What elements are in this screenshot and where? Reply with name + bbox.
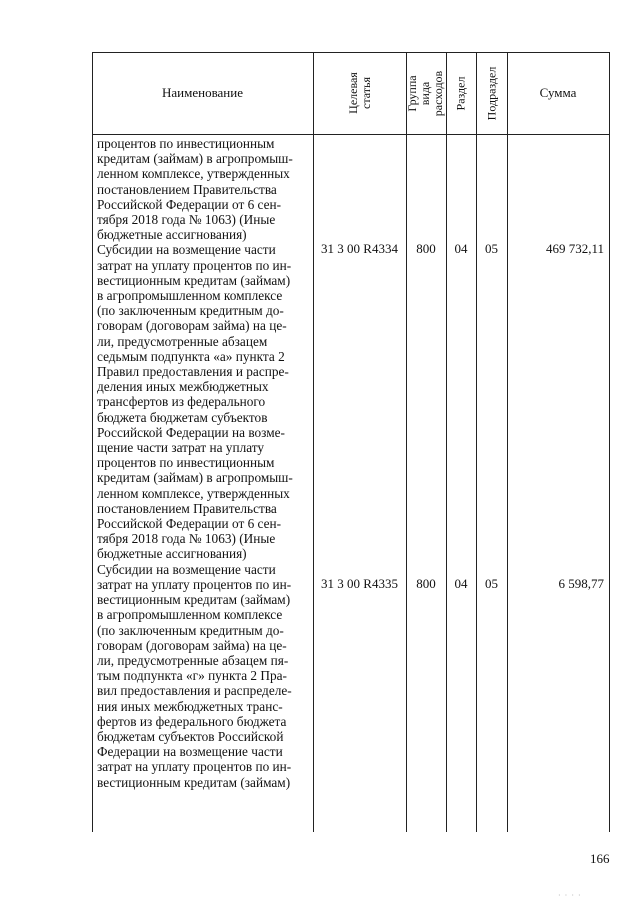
row1-section: 04 — [454, 241, 468, 256]
text-line: вестиционным кредитам (займам) — [97, 272, 291, 288]
scan-artifact: · · · · — [558, 891, 582, 900]
header-name: Наименование — [162, 85, 243, 100]
header-section: Раздел — [453, 76, 468, 110]
column-border — [476, 52, 477, 832]
text-line: трансфертов из федерального — [97, 394, 266, 410]
text-line: Федерации на возмещение части — [97, 744, 283, 760]
text-line: тября 2018 года № 1063) (Иные — [97, 212, 276, 228]
text-line: тября 2018 года № 1063) (Иные — [97, 531, 276, 547]
text-line: постановлением Правительства — [97, 181, 277, 197]
row2-amount: 6 598,77 — [558, 576, 604, 591]
text-line: постановлением Правительства — [97, 500, 277, 516]
text-line: ли, предусмотренные абзацем — [97, 333, 268, 349]
text-line: затрат на уплату процентов по ин- — [97, 257, 292, 273]
row1-target-article: 31 3 00 R4334 — [321, 241, 398, 256]
text-line: Субсидии на возмещение части — [97, 242, 276, 258]
text-line: Субсидии на возмещение части — [97, 561, 276, 577]
text-line: кредитам (займам) в агропромыш- — [97, 151, 293, 167]
row1-subsection: 05 — [485, 241, 498, 256]
text-line: ленном комплексе, утвержденных — [97, 485, 290, 501]
column-border — [507, 52, 508, 832]
text-line: деления иных межбюджетных — [97, 379, 269, 395]
text-line: (по заключенным кредитным до- — [97, 303, 284, 319]
text-line: вил предоставления и распределе- — [97, 683, 292, 699]
row2-subsection: 05 — [485, 576, 498, 591]
row1-amount: 469 732,11 — [545, 241, 604, 256]
text-line: затрат на уплату процентов по ин- — [97, 576, 292, 592]
text-line: бюджетам субъектов Российской — [97, 728, 284, 744]
column-border — [313, 52, 314, 832]
text-line: бюджетные ассигнования) — [97, 227, 247, 243]
header-subsection: Подраздел — [484, 66, 499, 120]
text-line: седьмым подпункта «а» пункта 2 — [97, 348, 285, 364]
text-line: процентов по инвестиционным — [97, 455, 275, 471]
row2-section: 04 — [454, 576, 468, 591]
row1-expense-group: 800 — [416, 241, 436, 256]
text-line: Российской Федерации от 6 сен- — [97, 516, 282, 532]
text-line: вестиционным кредитам (займам) — [97, 774, 291, 790]
text-line: процентов по инвестиционным — [97, 136, 275, 151]
text-line: кредитам (займам) в агропромыш- — [97, 470, 293, 486]
text-line: Российской Федерации от 6 сен- — [97, 196, 282, 212]
row2-target-article: 31 3 00 R4335 — [321, 576, 398, 591]
text-line: ния иных межбюджетных транс- — [97, 698, 283, 714]
header-bottom-border — [92, 134, 610, 135]
text-line: в агропромышленном комплексе — [97, 607, 283, 623]
column-border — [92, 52, 93, 832]
text-line: щение части затрат на уплату — [97, 440, 265, 456]
page-number: 166 — [590, 851, 610, 866]
text-line: тым подпункта «г» пункта 2 Пра- — [97, 668, 287, 684]
header-amount: Сумма — [539, 85, 577, 100]
row2-expense-group: 800 — [416, 576, 436, 591]
header-target-article: Целевая статья — [345, 72, 373, 114]
budget-table — [92, 52, 610, 832]
column-border — [406, 52, 407, 832]
text-line: (по заключенным кредитным до- — [97, 622, 284, 638]
text-line: в агропромышленном комплексе — [97, 288, 283, 304]
text-line: бюджетные ассигнования) — [97, 546, 247, 562]
text-line: ли, предусмотренные абзацем пя- — [97, 652, 289, 668]
text-line: говорам (договорам займа) на це- — [97, 637, 287, 653]
text-line: Правил предоставления и распре- — [97, 364, 289, 380]
column-border — [446, 52, 447, 832]
text-line: фертов из федерального бюджета — [97, 713, 287, 729]
column-border — [609, 52, 610, 832]
text-line: Российской Федерации на возме- — [97, 424, 285, 440]
header-expense-group: Группа вида расходов — [405, 70, 446, 116]
text-line: вестиционным кредитам (займам) — [97, 592, 291, 608]
description-column — [97, 136, 308, 790]
text-line: затрат на уплату процентов по ин- — [97, 759, 292, 775]
text-line: говорам (договорам займа) на це- — [97, 318, 287, 334]
text-line: ленном комплексе, утвержденных — [97, 166, 290, 182]
text-line: бюджета бюджетам субъектов — [97, 409, 268, 425]
